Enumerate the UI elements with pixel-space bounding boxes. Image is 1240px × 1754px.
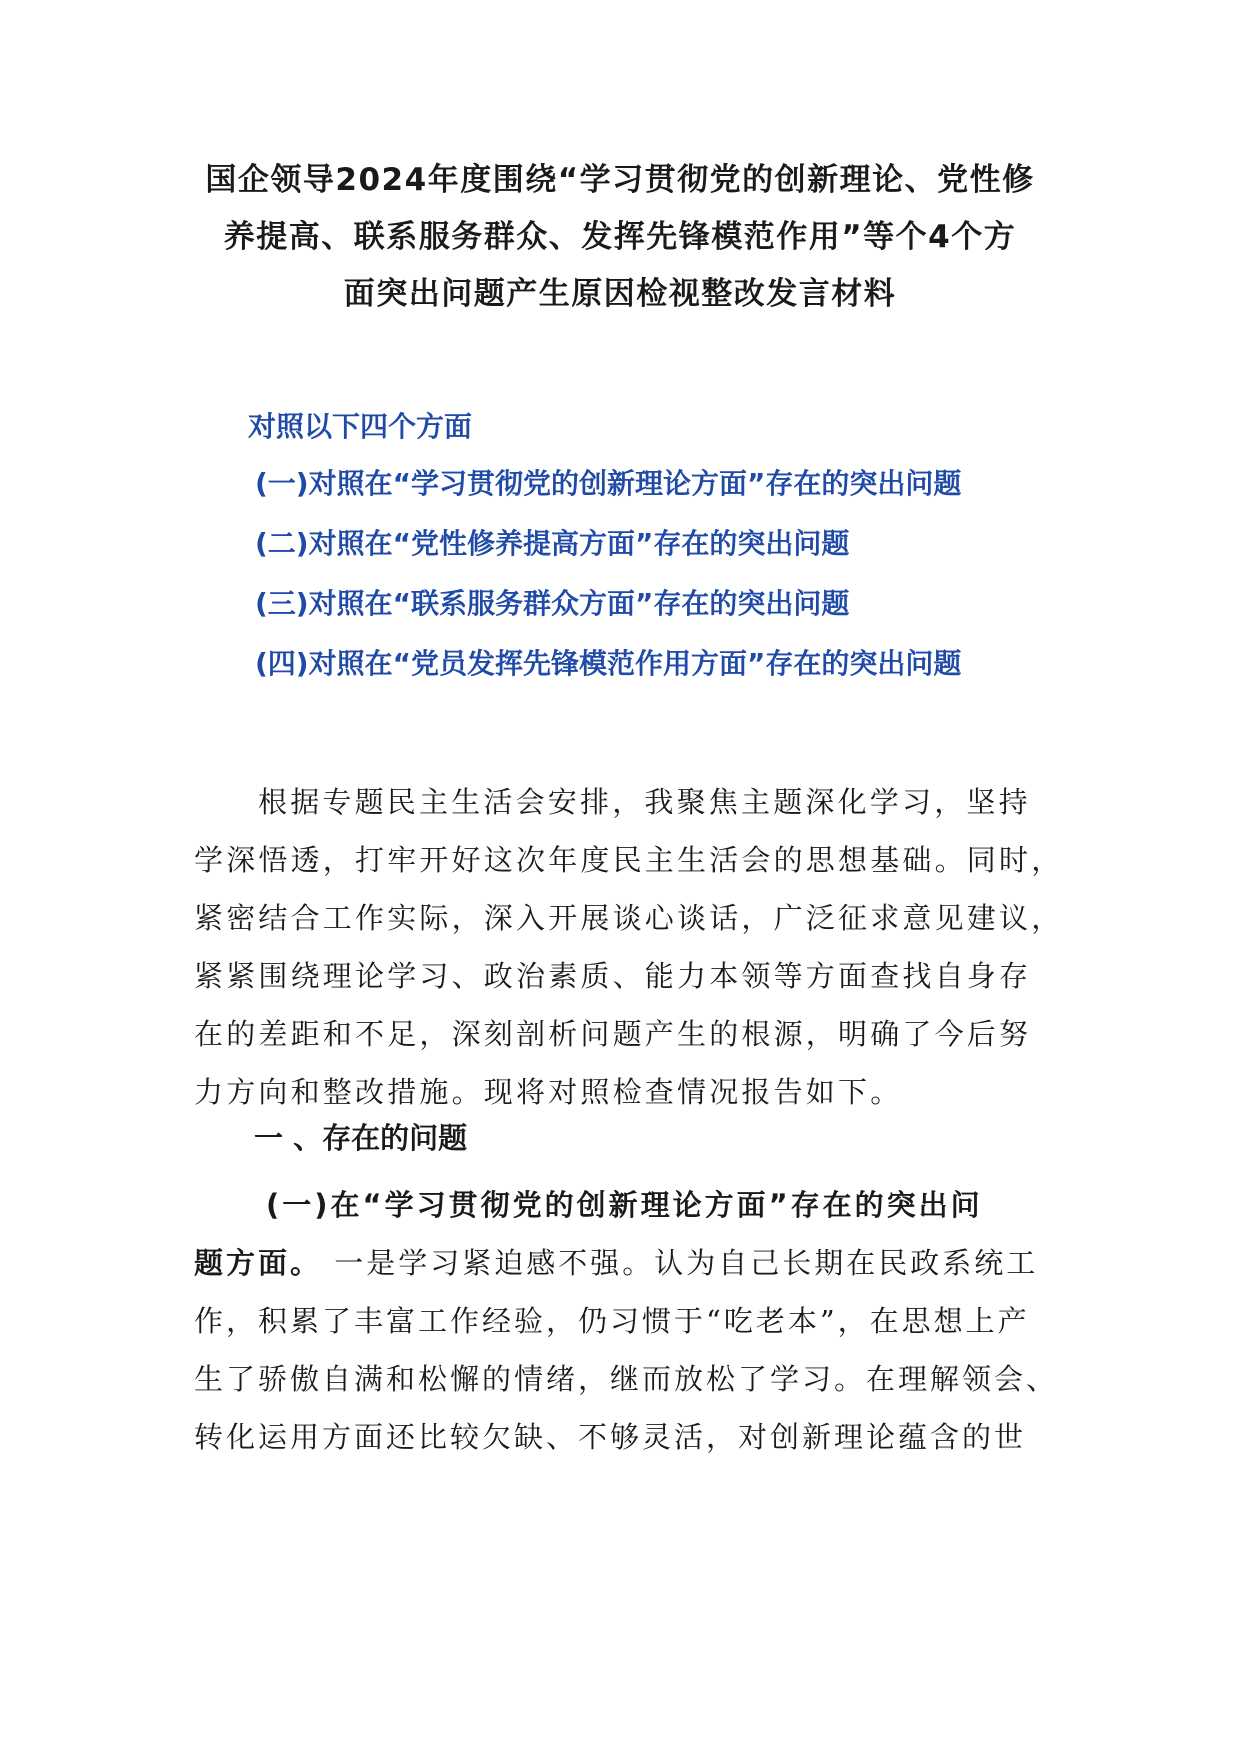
intro-line-3: 紧密结合工作实际，深入开展谈心谈话，广泛征求意见建议， xyxy=(194,901,1064,935)
intro-line-2: 学深悟透，打牢开好这次年度民主生活会的思想基础。同时， xyxy=(194,843,1064,877)
section-one-heading: 一 、存在的问题 xyxy=(254,1121,468,1155)
intro-line-4: 紧紧围绕理论学习、政治素质、能力本领等方面查找自身存 xyxy=(194,959,1032,993)
subsection-heading-line-2 xyxy=(194,1234,1056,1292)
subsection-body-line-1: 作，积累了丰富工作经验，仍习惯于“吃老本”，在思想上产 xyxy=(194,1304,1030,1338)
toc-item-2: (二)对照在“党性修养提高方面”存在的突出问题 xyxy=(255,527,850,560)
intro-paragraph xyxy=(194,773,1064,1121)
intro-line-6: 力方向和整改措施。现将对照检查情况报告如下。 xyxy=(194,1075,903,1109)
toc-item-4: (四)对照在“党员发挥先锋模范作用方面”存在的突出问题 xyxy=(255,647,962,680)
toc-heading: 对照以下四个方面 xyxy=(248,410,473,443)
toc-item-1: (一)对照在“学习贯彻党的创新理论方面”存在的突出问题 xyxy=(255,467,962,500)
subsection-first-sentence: 一是学习紧迫感不强。认为自己长期在民政系统工 xyxy=(322,1246,1039,1280)
subsection-one xyxy=(194,1176,1059,1466)
intro-line-5: 在的差距和不足，深刻剖析问题产生的根源，明确了今后努 xyxy=(194,1017,1032,1051)
subsection-heading-tail: 题方面。 xyxy=(194,1246,323,1280)
title-line-3: 面突出问题产生原因检视整改发言材料 xyxy=(343,276,897,312)
subsection-heading-line-1: (一)在“学习贯彻党的创新理论方面”存在的突出问 xyxy=(266,1188,983,1222)
title-line-2: 养提高、联系服务群众、发挥先锋模范作用”等个4个方 xyxy=(223,219,1017,255)
toc-item-3: (三)对照在“联系服务群众方面”存在的突出问题 xyxy=(255,587,850,620)
subsection-body-line-2: 生了骄傲自满和松懈的情绪，继而放松了学习。在理解领会、 xyxy=(194,1362,1059,1396)
intro-line-1: 根据专题民主生活会安排，我聚焦主题深化学习，坚持 xyxy=(258,785,1031,819)
subsection-body-line-3: 转化运用方面还比较欠缺、不够灵活，对创新理论蕴含的世 xyxy=(194,1420,1027,1454)
document-title xyxy=(190,152,1050,323)
title-line-1: 国企领导2024年度围绕“学习贯彻党的创新理论、党性修 xyxy=(205,162,1035,198)
